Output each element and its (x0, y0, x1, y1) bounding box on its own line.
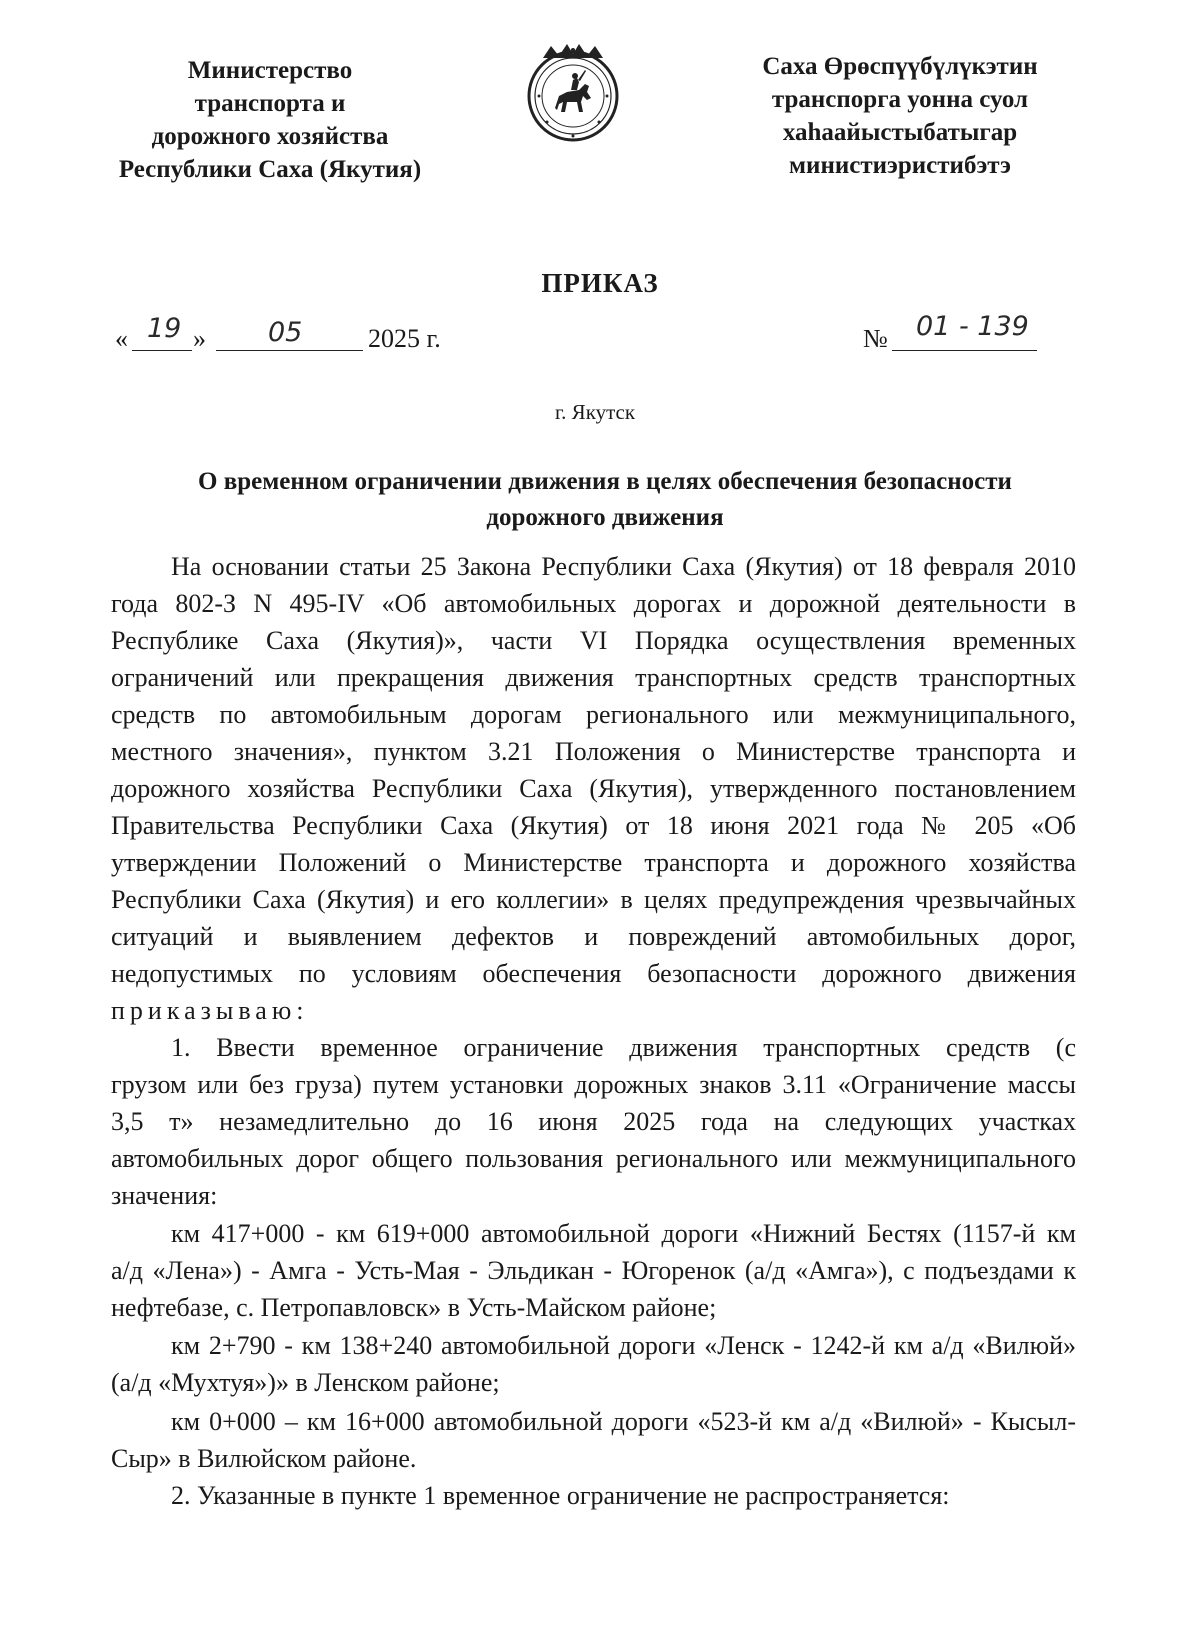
body-line: (а/д «Мухтуя»)» в Ленском районе; (111, 1368, 500, 1397)
body-line: а/д «Лена») - Амга - Усть-Мая - Эльдикан - Югоренок (а/д «Амга»), с подъездами к (111, 1256, 1076, 1285)
header-ru-line: Республики Саха (Якутия) (118, 156, 422, 183)
body-line: дорожного хозяйства Республики Саха (Якутия), утвержденного постановлением (111, 774, 1076, 803)
body-line: Правительства Республики Саха (Якутия) от 18 июня 2021 года № 205 «Об (111, 811, 1076, 840)
body-line: автомобильных дорог общего пользования регионального или межмуниципального (111, 1144, 1076, 1173)
body-line: 3,5 т» незамедлительно до 16 июня 2025 года на следующих участках (111, 1107, 1076, 1136)
body-line: км 417+000 - км 619+000 автомобильной дороги «Нижний Бестях (1157-й км (171, 1219, 1076, 1248)
header-ru-line: Министерство (187, 57, 353, 84)
body-line: ситуаций и выявлением дефектов и повреждений автомобильных дорог, (111, 922, 1076, 951)
body-line: утверждении Положений о Министерстве транспорта и дорожного хозяйства (111, 848, 1076, 877)
date-month-underline (216, 350, 363, 351)
body-line: грузом или без груза) путем установки дорожных знаков 3.11 «Ограничение массы (111, 1070, 1076, 1099)
body-line: Сыр» в Вилюйском районе. (111, 1444, 417, 1473)
header-sakha-line: Саха Өрөспүүбүлүкэтин (762, 53, 1038, 80)
date-year: 2025 г. (368, 324, 441, 353)
order-title (120, 464, 1090, 536)
order-number-label: № (863, 324, 888, 353)
date-open-quote: « (115, 324, 128, 353)
body-line: средств по автомобильным дорогам регионального или межмуниципального, (111, 700, 1076, 729)
order-number-handwritten: 01 - 139 (916, 311, 1029, 342)
header-sakha-line: транспорга уонна суол (771, 86, 1029, 113)
date-day-underline (132, 350, 192, 351)
body-line: 1. Ввести временное ограничение движения транспортных средств (с (171, 1033, 1076, 1062)
header-ru-line: дорожного хозяйства (151, 123, 389, 150)
body-line: года 802-З N 495-IV «Об автомобильных дорогах и дорожной деятельности в (111, 589, 1076, 618)
document-type-title: ПРИКАЗ (541, 268, 659, 298)
body-line: ограничений или прекращения движения транспортных средств транспортных (111, 663, 1076, 692)
road-3-paragraph (111, 1403, 1076, 1477)
item-1-paragraph (111, 1029, 1076, 1214)
body-line: 2. Указанные в пункте 1 временное ограничение не распространяется: (171, 1481, 950, 1510)
date-close-quote: » (193, 324, 206, 353)
order-number-underline (892, 350, 1037, 351)
header-sakha-line: министиэристибэтэ (789, 152, 1011, 179)
intro-paragraph (111, 548, 1076, 1029)
date-day-handwritten: 19 (147, 313, 182, 344)
body-line: На основании статьи 25 Закона Республики Саха (Якутия) от 18 февраля 2010 (171, 552, 1076, 581)
body-line: недопустимых по условиям обеспечения безопасности дорожного движения (111, 959, 1076, 988)
body-line: нефтебазе, с. Петропавловск» в Усть-Майском районе; (111, 1293, 717, 1322)
header-ministry-sakha (700, 50, 1100, 182)
road-1-paragraph (111, 1215, 1076, 1326)
header-ru-line: транспорта и (194, 90, 346, 117)
body-line: местного значения», пунктом 3.21 Положения о Министерстве транспорта и (111, 737, 1076, 766)
header-sakha-line: хаһаайыстыбатыгар (782, 119, 1018, 146)
body-line: Республики Саха (Якутия) и его коллегии» в целях предупреждения чрезвычайных (111, 885, 1076, 914)
road-2-paragraph (111, 1327, 1076, 1401)
order-word: приказываю: (111, 996, 309, 1025)
item-2-paragraph (111, 1477, 1076, 1514)
body-line: значения: (111, 1181, 218, 1210)
header-ministry-ru (80, 54, 460, 186)
date-month-handwritten: 05 (268, 317, 303, 348)
coat-of-arms-emblem (521, 40, 625, 144)
body-line: км 0+000 – км 16+000 автомобильной дороги «523-й км а/д «Вилюй» - Кысыл- (171, 1407, 1076, 1436)
order-title-line: О временном ограничении движения в целях обеспечения безопасности (198, 468, 1012, 495)
order-title-line: дорожного движения (486, 504, 724, 531)
body-line: км 2+790 - км 138+240 автомобильной дороги «Ленск - 1242-й км а/д «Вилюй» (171, 1331, 1076, 1360)
city-name: г. Якутск (554, 400, 636, 424)
body-line: Республике Саха (Якутия)», части VI Порядка осуществления временных (111, 626, 1076, 655)
